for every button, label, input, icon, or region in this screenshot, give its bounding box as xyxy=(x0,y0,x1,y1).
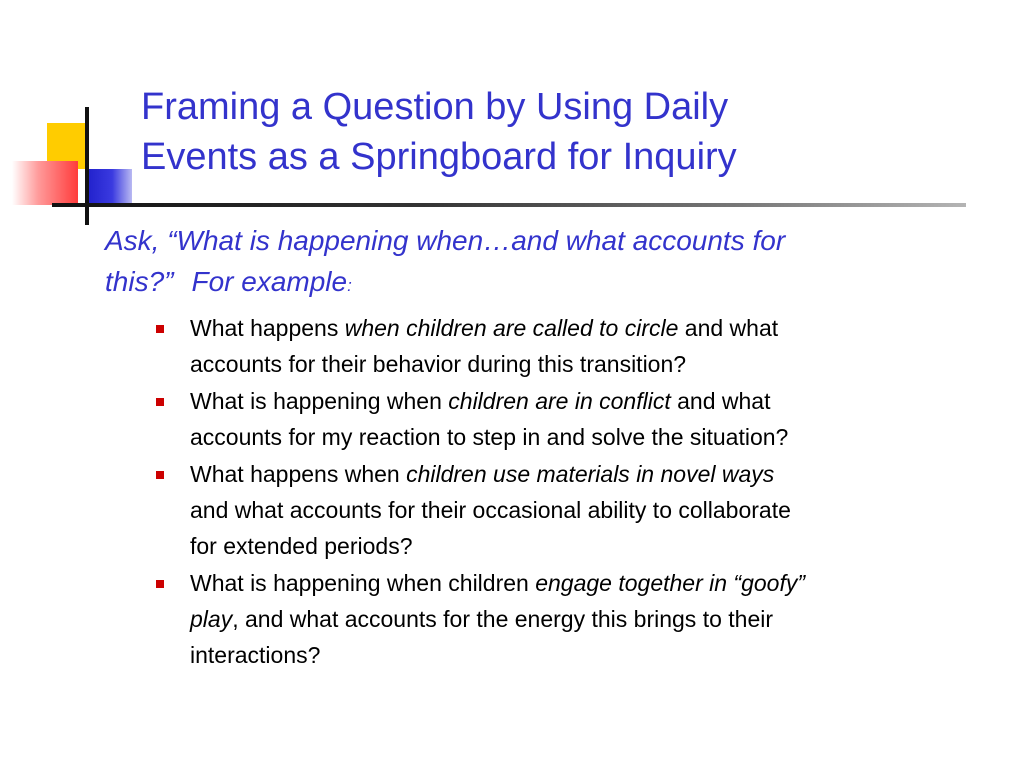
list-item xyxy=(156,565,976,673)
list-item-line xyxy=(190,492,976,528)
red-gradient-square-shape xyxy=(12,161,78,205)
vertical-rule-line xyxy=(85,107,89,225)
horizontal-rule-line xyxy=(52,203,966,207)
list-item-line xyxy=(190,565,976,601)
emphasis-run: children use materials in novel ways xyxy=(406,461,775,487)
emphasis-run: play xyxy=(190,606,233,632)
intro-text xyxy=(105,220,985,306)
text-run: for extended periods? xyxy=(190,533,413,559)
list-item-line xyxy=(190,528,976,564)
list-item-line xyxy=(190,637,976,673)
list-item-line xyxy=(190,346,976,382)
list-item-line xyxy=(190,310,976,346)
text-run: What happens xyxy=(190,315,345,341)
slide-title-line-2: Events as a Springboard for Inquiry xyxy=(141,136,737,178)
text-run: , and what accounts for the energy this brings to their xyxy=(232,606,774,632)
question-list xyxy=(156,310,976,673)
list-item xyxy=(156,383,976,455)
list-item-line xyxy=(190,419,976,455)
intro-quote-end: this?” xyxy=(105,266,174,297)
intro-colon: : xyxy=(347,276,352,295)
text-run: accounts for their behavior during this transition? xyxy=(190,351,687,377)
text-run: accounts for my reaction to step in and solve the situation? xyxy=(190,424,789,450)
list-item xyxy=(156,310,976,382)
bullet-square-icon xyxy=(156,398,164,406)
bullet-square-icon xyxy=(156,325,164,333)
slide-title xyxy=(141,82,1001,182)
slide-title-line-1: Framing a Question by Using Daily xyxy=(141,86,729,128)
intro-line-2 xyxy=(105,261,985,306)
list-item-line xyxy=(190,601,976,637)
bullet-square-icon xyxy=(156,580,164,588)
list-item-line xyxy=(190,383,976,419)
text-run: What is happening when xyxy=(190,388,449,414)
intro-for-example: For example xyxy=(191,266,348,297)
text-run: interactions? xyxy=(190,642,321,668)
intro-line-1: Ask, “What is happening when…and what accounts for xyxy=(105,225,786,256)
list-item xyxy=(156,456,976,564)
yellow-square-shape xyxy=(47,123,88,169)
emphasis-run: engage together in “goofy” xyxy=(535,570,806,596)
bullet-square-icon xyxy=(156,471,164,479)
text-run: and what xyxy=(670,388,771,414)
list-item-line xyxy=(190,456,976,492)
emphasis-run: children are in conflict xyxy=(448,388,671,414)
text-run: and what accounts for their occasional ability to collaborate xyxy=(190,497,791,523)
blue-gradient-square-shape xyxy=(88,169,132,206)
text-run: What is happening when children xyxy=(190,570,536,596)
text-run: and what xyxy=(678,315,779,341)
text-run: What happens when xyxy=(190,461,407,487)
emphasis-run: when children are called to circle xyxy=(344,315,679,341)
